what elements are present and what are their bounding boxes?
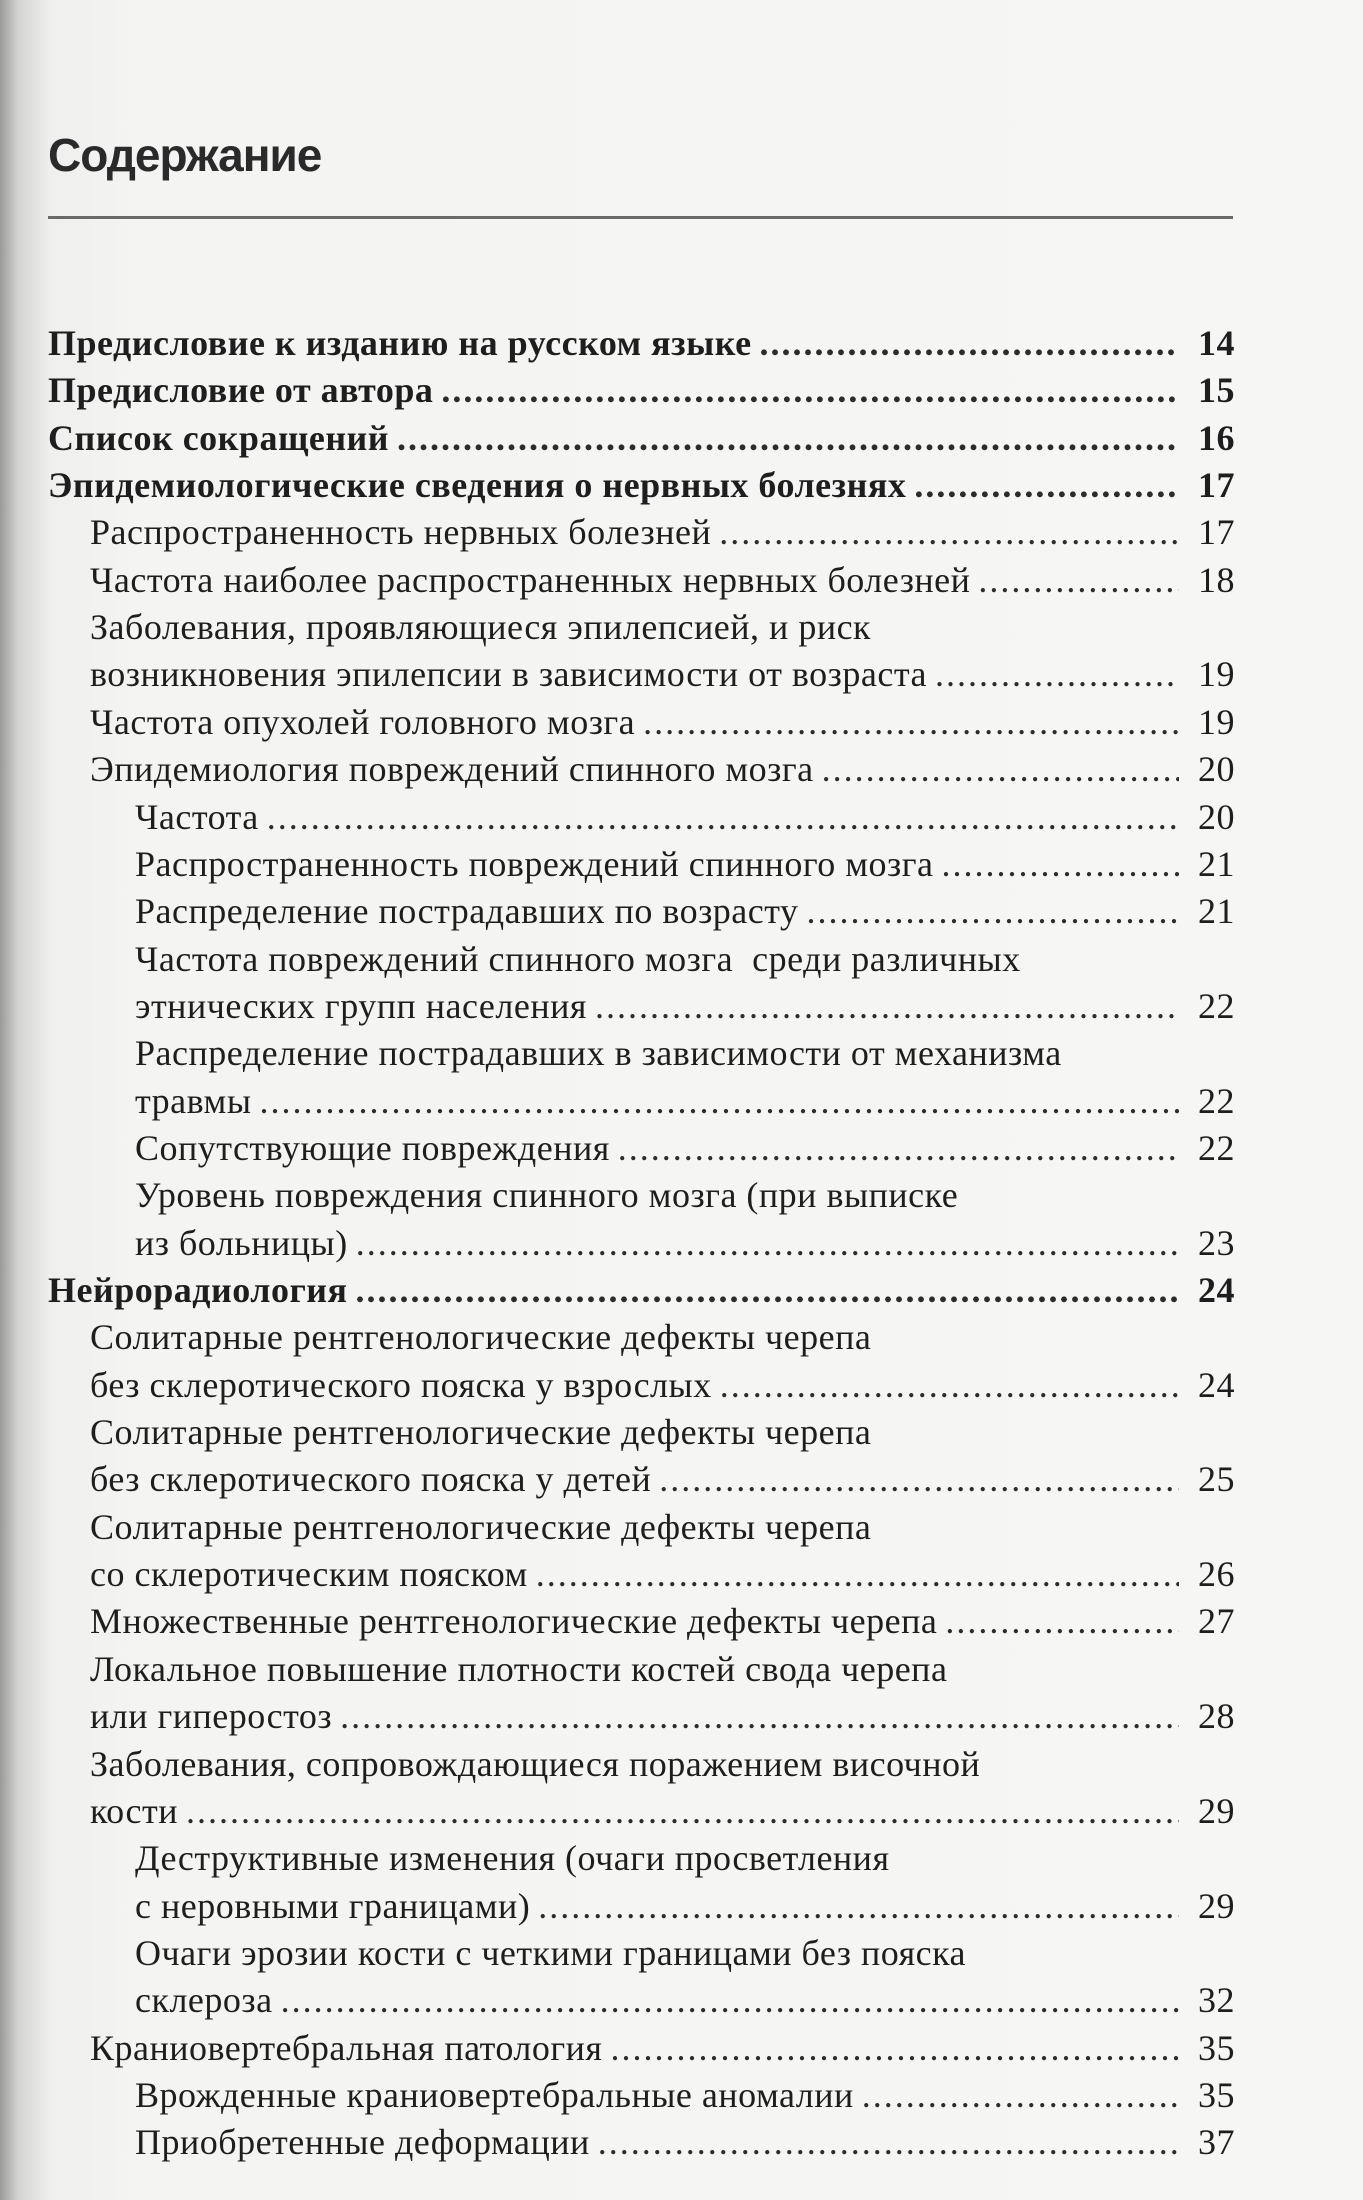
toc-page-number: 19 — [1198, 702, 1235, 742]
toc-entry[interactable] — [48, 1267, 1235, 1314]
toc-page-number: 32 — [1198, 1980, 1235, 2020]
toc-entry[interactable] — [90, 1551, 1235, 1598]
toc-entry[interactable] — [135, 1977, 1235, 2024]
toc-entry[interactable] — [135, 888, 1235, 935]
toc-entry-title: этнических групп населения — [135, 986, 587, 1026]
toc-entry[interactable] — [90, 1788, 1235, 1835]
toc-page-number: 35 — [1198, 2075, 1235, 2115]
toc-entry-continuation — [90, 1646, 1235, 1693]
toc-page-number: 29 — [1198, 1791, 1235, 1831]
toc-entry-title: Частота повреждений спинного мозга среди различных — [135, 939, 1021, 979]
toc-entry[interactable] — [48, 415, 1235, 462]
toc-entry-title: Солитарные рентгенологические дефекты черепа — [90, 1412, 872, 1452]
toc-entry-title: из больницы) — [135, 1223, 348, 1263]
toc-entry[interactable] — [90, 1362, 1235, 1409]
dot-leader — [914, 462, 1179, 509]
dot-leader — [720, 1362, 1179, 1409]
dot-leader — [598, 2119, 1179, 2166]
dot-leader — [643, 699, 1179, 746]
toc-entry-title: Список сокращений — [48, 418, 390, 458]
toc-entry[interactable] — [135, 1125, 1235, 1172]
toc-entry[interactable] — [135, 2119, 1235, 2166]
toc-page-number: 28 — [1198, 1696, 1235, 1736]
toc-entry-continuation — [90, 1741, 1235, 1788]
dot-leader — [441, 367, 1179, 414]
toc-entry-title: Частота наиболее распространенных нервных болезней — [90, 560, 971, 600]
dot-leader — [719, 509, 1179, 556]
toc-entry-continuation — [135, 1172, 1235, 1219]
toc-entry-title: со склеротическим пояском — [90, 1554, 528, 1594]
toc-entry-title: Множественные рентгенологические дефекты черепа — [90, 1601, 938, 1641]
toc-entry-title: Очаги эрозии кости с четкими границами без пояска — [135, 1933, 967, 1973]
toc-entry[interactable] — [135, 1883, 1235, 1930]
dot-leader — [356, 1220, 1179, 1267]
dot-leader — [941, 841, 1179, 888]
toc-page-number: 20 — [1198, 797, 1235, 837]
toc-entry[interactable] — [90, 746, 1235, 793]
page-title: Содержание — [48, 129, 322, 181]
toc-entry-title: или гиперостоз — [90, 1696, 333, 1736]
toc-entry-title: Солитарные рентгенологические дефекты черепа — [90, 1317, 872, 1357]
toc-entry-title: Предисловие к изданию на русском языке — [48, 323, 752, 363]
dot-leader — [595, 983, 1179, 1030]
toc-entry[interactable] — [135, 1078, 1235, 1125]
toc-page-number: 29 — [1198, 1886, 1235, 1926]
toc-page-number: 22 — [1198, 1081, 1235, 1121]
dot-leader — [618, 1125, 1179, 1172]
toc-page-number: 14 — [1198, 323, 1235, 363]
toc-entry-title: с неровными границами) — [135, 1886, 531, 1926]
toc-page-number: 16 — [1198, 418, 1235, 458]
dot-leader — [610, 2025, 1179, 2072]
toc-entry-title: кости — [90, 1791, 179, 1831]
toc-entry-title: Распределение пострадавших в зависимости от механизма — [135, 1033, 1062, 1073]
toc-entry[interactable] — [90, 1456, 1235, 1503]
toc-page-number: 15 — [1198, 370, 1235, 410]
toc-entry-continuation — [135, 1835, 1235, 1882]
toc-entry-title: Краниовертебральная патология — [90, 2028, 603, 2068]
toc-entry-title: травмы — [135, 1081, 252, 1121]
toc-page-number: 24 — [1198, 1365, 1235, 1405]
toc-entry-title: Сопутствующие повреждения — [135, 1128, 610, 1168]
toc-entry-title: Предисловие от автора — [48, 370, 434, 410]
toc-entry-title: Заболевания, проявляющиеся эпилепсией, и риск — [90, 607, 872, 647]
toc-entry-title: без склеротического пояска у взрослых — [90, 1365, 712, 1405]
toc-entry-title: без склеротического пояска у детей — [90, 1459, 652, 1499]
toc-entry-title: Распространенность повреждений спинного мозга — [135, 844, 934, 884]
toc-entry[interactable] — [90, 2025, 1235, 2072]
toc-page-number: 24 — [1198, 1270, 1235, 1310]
toc-entry[interactable] — [90, 1693, 1235, 1740]
toc-entry-title: Распространенность нервных болезней — [90, 512, 712, 552]
toc-page-number: 25 — [1198, 1459, 1235, 1499]
toc-page-number: 27 — [1198, 1601, 1235, 1641]
toc-entry-continuation — [135, 936, 1235, 983]
dot-leader — [536, 1551, 1179, 1598]
toc-page-number: 22 — [1198, 1128, 1235, 1168]
dot-leader — [260, 1078, 1179, 1125]
dot-leader — [538, 1883, 1179, 1930]
toc-entry[interactable] — [90, 509, 1235, 556]
toc-entry-title: Заболевания, сопровождающиеся поражением височной — [90, 1744, 981, 1784]
toc-entry[interactable] — [48, 367, 1235, 414]
toc-entry[interactable] — [48, 320, 1235, 367]
toc-entry-title: склероза — [135, 1980, 273, 2020]
toc-entry[interactable] — [90, 651, 1235, 698]
toc-entry-continuation — [90, 1314, 1235, 1361]
title-rule — [48, 216, 1233, 219]
toc-entry-title: Эпидемиология повреждений спинного мозга — [90, 749, 814, 789]
toc-page-number: 37 — [1198, 2122, 1235, 2162]
toc-entry[interactable] — [135, 983, 1235, 1030]
toc-entry-continuation — [90, 1504, 1235, 1551]
toc-page-number: 21 — [1198, 844, 1235, 884]
dot-leader — [356, 1267, 1179, 1314]
toc-entry-title: Нейрорадиология — [48, 1270, 348, 1310]
dot-leader — [281, 1977, 1179, 2024]
toc-entry-continuation — [90, 1409, 1235, 1456]
toc-entry-title: Частота опухолей головного мозга — [90, 702, 636, 742]
toc-entry-title: Приобретенные деформации — [135, 2122, 590, 2162]
toc-page-number: 18 — [1198, 560, 1235, 600]
dot-leader — [807, 888, 1179, 935]
toc-entry[interactable] — [48, 462, 1235, 509]
toc-page-number: 17 — [1198, 512, 1235, 552]
dot-leader — [862, 2072, 1179, 2119]
toc-entry[interactable] — [90, 1598, 1235, 1645]
toc-entry-title: Распределение пострадавших по возрасту — [135, 891, 799, 931]
dot-leader — [760, 320, 1179, 367]
toc-entry[interactable] — [90, 557, 1235, 604]
dot-leader — [340, 1693, 1179, 1740]
toc-entry-title: Локальное повышение плотности костей свода черепа — [90, 1649, 948, 1689]
dot-leader — [978, 557, 1179, 604]
toc-entry-title: Частота — [135, 797, 259, 837]
toc-entry[interactable] — [135, 794, 1235, 841]
dot-leader — [945, 1598, 1179, 1645]
dot-leader — [397, 415, 1179, 462]
dot-leader — [822, 746, 1179, 793]
toc-entry[interactable] — [135, 2072, 1235, 2119]
toc-entry-title: Врожденные краниовертебральные аномалии — [135, 2075, 854, 2115]
toc-entry-continuation — [135, 1030, 1235, 1077]
dot-leader — [267, 794, 1179, 841]
toc-entry-title: возникновения эпилепсии в зависимости от возраста — [90, 654, 928, 694]
toc-page-number: 23 — [1198, 1223, 1235, 1263]
toc-page-number: 35 — [1198, 2028, 1235, 2068]
toc-page-number: 17 — [1198, 465, 1235, 505]
toc-page-number: 26 — [1198, 1554, 1235, 1594]
toc-entry[interactable] — [90, 699, 1235, 746]
toc-entry-continuation — [135, 1930, 1235, 1977]
toc-entry-title: Уровень повреждения спинного мозга (при выписке — [135, 1175, 959, 1215]
dot-leader — [935, 651, 1179, 698]
toc-entry-title: Эпидемиологические сведения о нервных болезнях — [48, 465, 907, 505]
toc-page-number: 22 — [1198, 986, 1235, 1026]
toc-entry[interactable] — [135, 841, 1235, 888]
toc-page-number: 20 — [1198, 749, 1235, 789]
toc-entry-title: Солитарные рентгенологические дефекты черепа — [90, 1507, 872, 1547]
toc-page-number: 21 — [1198, 891, 1235, 931]
toc-entry-title: Деструктивные изменения (очаги просветления — [135, 1838, 890, 1878]
toc-page-number: 19 — [1198, 654, 1235, 694]
dot-leader — [186, 1788, 1179, 1835]
toc-entry-continuation — [90, 604, 1235, 651]
toc-entry[interactable] — [135, 1220, 1235, 1267]
dot-leader — [659, 1456, 1179, 1503]
